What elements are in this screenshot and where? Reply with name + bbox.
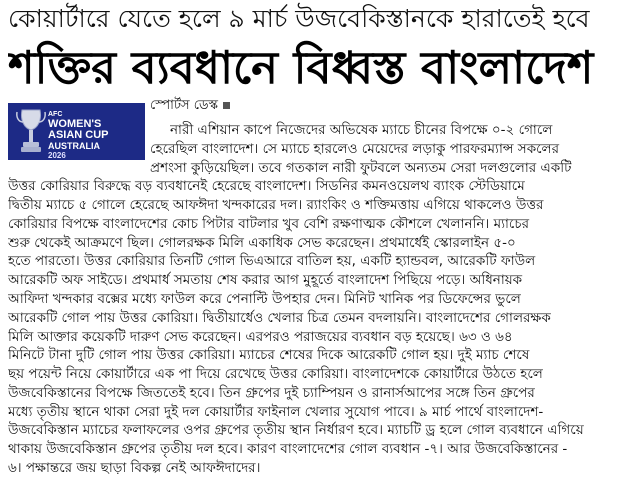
article-kicker: কোয়ার্টারে যেতে হলে ৯ মার্চ উজবেকিস্তানকে হারাতেই হবে: [8, 4, 590, 33]
body-line: নারী এশিয়ান কাপে নিজেদের অভিষেক ম্যাচে চীনের বিপক্ষে ০-২ গোলে: [170, 122, 553, 138]
byline: [150, 97, 230, 115]
body-line: থাকায় উজবেকিস্তান গ্রুপের তৃতীয় দল হবে। কারণ বাংলাদেশের গোল ব্যবধান -৭। আর উজবেকিস্তানের -: [8, 441, 568, 457]
body-line: মিনিটে টানা দুটি গোল পায় উত্তর কোরিয়া। ম্যাচের শেষের দিকে আরেকটি গোল হয়। দুই ম্যাচ শেষে: [8, 347, 530, 363]
body-line: শুরু থেকেই আক্রমণে ছিল। গোলরক্ষক মিলি একাধিক সেভ করেছেন। প্রথমার্ধেই স্কোরলাইন ৫-০: [8, 235, 516, 251]
body-line: মধ্যে তৃতীয় স্থানে থাকা সেরা দুই দল কোয়ার্টার ফাইনাল খেলার সুযোগ পাবে। ৯ মার্চ পার্থে বাংলাদেশ-: [8, 404, 544, 420]
body-line: প্রশংসা কুড়িয়েছিল। তবে গতকাল নারী ফুটবলে অন্যতম সেরা দলগুলোর একটি: [150, 160, 572, 176]
body-line: আরেকটি অফ সাইডে। প্রথমার্ধ সমতায় শেষ করার আগ মুহূর্তে বাংলাদেশ পিছিয়ে পড়ে। অধিনায়ক: [8, 272, 523, 288]
byline-square-icon: [223, 102, 230, 109]
body-line: ৬। পক্ষান্তরে জয় ছাড়া বিকল্প নেই আফঈদাদের।: [8, 460, 261, 476]
body-line: হেরেছিল বাংলাদেশ। সে ম্যাচে হারলেও মেয়েদের লড়াকু পারফরম্যান্স সকলের: [150, 141, 560, 157]
body-line: আরেকটি গোল পায় উত্তর কোরিয়া। দ্বিতীয়ার্ধেও খেলার চিত্র তেমন বদলায়নি। বাংলাদেশের গোলরক্ষক: [8, 310, 551, 326]
body-line: ছয় পয়েন্ট নিয়ে কোয়ার্টারে এক পা দিয়ে রেখেছে উত্তর কোরিয়া। বাংলাদেশকে কোয়ার্টারে উঠতে হলে: [8, 366, 543, 382]
logo-asian-cup-text: ASIAN CUP: [48, 129, 109, 141]
byline-text: স্পোর্টস ডেস্ক: [150, 98, 218, 113]
body-line: উত্তর কোরিয়ার বিরুদ্ধে বড় ব্যবধানেই হেরেছে বাংলাদেশ। সিডনির কমনওয়েলথ ব্যাংক স্টেডিয়ামে: [8, 178, 525, 194]
body-line: উজবেকিস্তানের বিপক্ষে জিততেই হবে। তিন গ্রুপের দুই চ্যাম্পিয়ন ও রানার্সআপের সঙ্গে তিন গ্রুপের: [8, 385, 535, 401]
logo-australia-text: AUSTRALIA: [48, 141, 100, 151]
trophy-icon: [14, 106, 48, 156]
body-line: দ্বিতীয় ম্যাচে ৫ গোলে হেরেছে আফঈদা খন্দকারের দল। র‍্যাংকিং ও শক্তিমত্তায় এগিয়ে থাকলেও উত্তর: [8, 197, 544, 213]
body-line: হতে পারতো। উত্তর কোরিয়ার তিনটি গোল ভিএআরে বাতিল হয়, একটি হ্যান্ডবল, আরেকটি ফাউল: [8, 253, 536, 269]
article-headline: শক্তির ব্যবধানে বিধ্বস্ত বাংলাদেশ: [8, 41, 594, 94]
logo-year-text: 2026: [48, 151, 66, 160]
body-line: আফিদা খন্দকার বক্সের মধ্যে ফাউল করে পেনাল্টি উপহার দেন। মিনিট খানিক পর ডিফেন্সের ভুলে: [8, 291, 521, 307]
body-line: মিলি আক্তার কয়েকটি দারুণ সেভ করেছেন। এরপরও পরাজয়ের ব্যবধান বড় হয়েছে। ৬৩ ও ৬৪: [8, 329, 513, 345]
afc-womens-asian-cup-logo: [8, 103, 145, 160]
logo-afc-text: AFC: [48, 111, 63, 118]
logo-womens-text: WOMEN'S: [48, 118, 102, 130]
body-line: কোরিয়ার বিপক্ষে বাংলাদেশের কোচ পিটার বাটলার খুব বেশি রক্ষণাত্মক কৌশলে খেলাননি। ম্যাচের: [8, 216, 530, 232]
body-line: উজবেকিস্তান ম্যাচের ফলাফলের ওপর গ্রুপের তৃতীয় স্থান নির্ধারণ হবে। ম্যাচটি ড্র হলে গোল ব্যবধানে এগিয়ে: [8, 422, 584, 438]
